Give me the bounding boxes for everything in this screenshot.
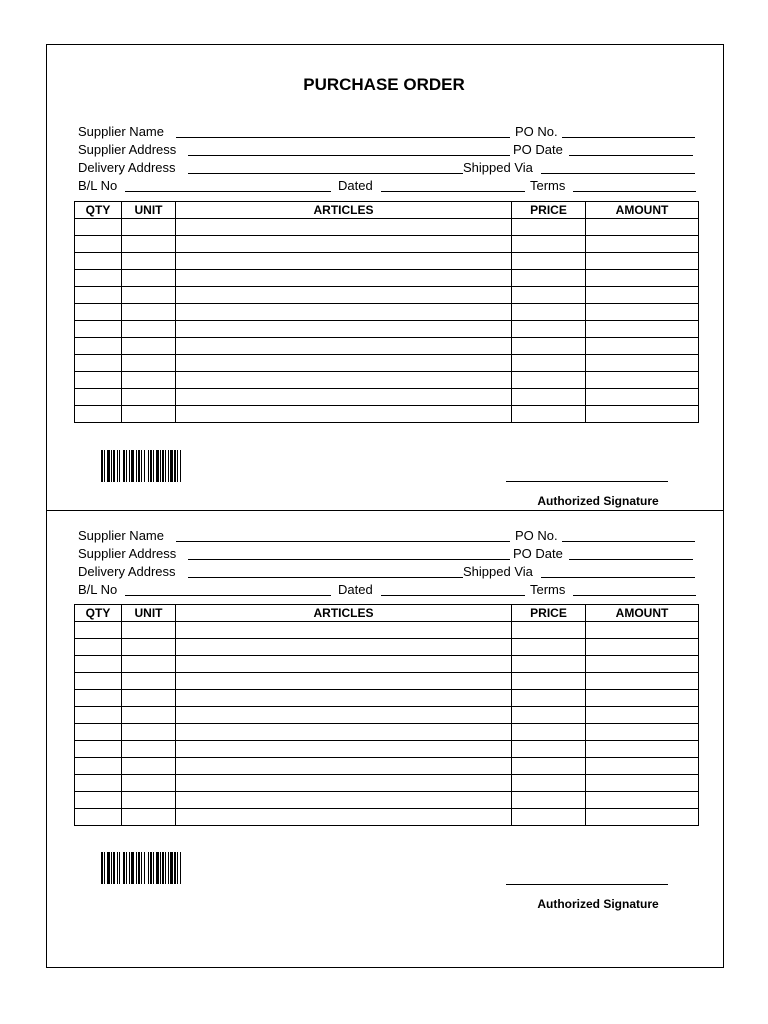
cell-qty[interactable] bbox=[75, 406, 122, 423]
cell-articles[interactable] bbox=[176, 219, 512, 236]
delivery-address-field[interactable] bbox=[188, 577, 463, 578]
cell-articles[interactable] bbox=[176, 406, 512, 423]
cell-price[interactable] bbox=[512, 304, 586, 321]
column-header-amount: AMOUNT bbox=[586, 605, 699, 622]
cell-unit[interactable] bbox=[122, 656, 176, 673]
cell-amount[interactable] bbox=[586, 287, 699, 304]
supplier-name-field[interactable] bbox=[176, 541, 510, 542]
cell-price[interactable] bbox=[512, 321, 586, 338]
cell-qty[interactable] bbox=[75, 741, 122, 758]
cell-price[interactable] bbox=[512, 287, 586, 304]
cell-amount[interactable] bbox=[586, 809, 699, 826]
table-header-row bbox=[75, 202, 699, 219]
cell-articles[interactable] bbox=[176, 287, 512, 304]
table-row bbox=[75, 622, 699, 639]
cell-qty[interactable] bbox=[75, 338, 122, 355]
column-header-articles: ARTICLES bbox=[176, 202, 512, 219]
signature-label: Authorized Signature bbox=[537, 897, 659, 911]
cell-amount[interactable] bbox=[586, 321, 699, 338]
table-row bbox=[75, 321, 699, 338]
cell-articles[interactable] bbox=[176, 639, 512, 656]
cell-qty[interactable] bbox=[75, 355, 122, 372]
cell-articles[interactable] bbox=[176, 622, 512, 639]
cell-articles[interactable] bbox=[176, 775, 512, 792]
cell-unit[interactable] bbox=[122, 707, 176, 724]
dated-label: Dated bbox=[338, 582, 373, 597]
cell-qty[interactable] bbox=[75, 321, 122, 338]
cell-articles[interactable] bbox=[176, 321, 512, 338]
cell-unit[interactable] bbox=[122, 622, 176, 639]
cell-unit[interactable] bbox=[122, 389, 176, 406]
cell-qty[interactable] bbox=[75, 287, 122, 304]
po-no-field[interactable] bbox=[562, 137, 695, 138]
column-header-amount: AMOUNT bbox=[586, 202, 699, 219]
cell-price[interactable] bbox=[512, 236, 586, 253]
line-items-table bbox=[74, 201, 699, 423]
signature-label: Authorized Signature bbox=[537, 494, 659, 508]
cell-price[interactable] bbox=[512, 219, 586, 236]
table-row bbox=[75, 792, 699, 809]
supplier-name-label: Supplier Name bbox=[78, 124, 164, 139]
table-row bbox=[75, 775, 699, 792]
cell-amount[interactable] bbox=[586, 775, 699, 792]
cell-articles[interactable] bbox=[176, 690, 512, 707]
barcode-icon bbox=[101, 852, 207, 884]
cell-qty[interactable] bbox=[75, 690, 122, 707]
bl-no-label: B/L No bbox=[78, 582, 118, 597]
cell-qty[interactable] bbox=[75, 792, 122, 809]
table-row bbox=[75, 389, 699, 406]
table-row bbox=[75, 372, 699, 389]
field-row bbox=[78, 178, 697, 196]
cell-unit[interactable] bbox=[122, 355, 176, 372]
table-row bbox=[75, 304, 699, 321]
cell-qty[interactable] bbox=[75, 622, 122, 639]
field-row bbox=[78, 546, 697, 564]
cell-qty[interactable] bbox=[75, 219, 122, 236]
cell-articles[interactable] bbox=[176, 270, 512, 287]
cell-qty[interactable] bbox=[75, 372, 122, 389]
table-row bbox=[75, 724, 699, 741]
delivery-address-label: Delivery Address bbox=[78, 564, 176, 579]
cell-articles[interactable] bbox=[176, 304, 512, 321]
dated-field[interactable] bbox=[381, 595, 525, 596]
cell-articles[interactable] bbox=[176, 707, 512, 724]
cell-articles[interactable] bbox=[176, 741, 512, 758]
cell-unit[interactable] bbox=[122, 253, 176, 270]
table-row bbox=[75, 758, 699, 775]
terms-label: Terms bbox=[530, 178, 566, 193]
signature-line[interactable] bbox=[506, 481, 668, 482]
cell-price[interactable] bbox=[512, 741, 586, 758]
cell-amount[interactable] bbox=[586, 758, 699, 775]
po-no-label: PO No. bbox=[515, 528, 558, 543]
cell-qty[interactable] bbox=[75, 253, 122, 270]
field-row bbox=[78, 124, 697, 142]
field-row bbox=[78, 528, 697, 546]
cell-unit[interactable] bbox=[122, 270, 176, 287]
cell-unit[interactable] bbox=[122, 219, 176, 236]
cell-price[interactable] bbox=[512, 622, 586, 639]
cell-unit[interactable] bbox=[122, 372, 176, 389]
cell-amount[interactable] bbox=[586, 724, 699, 741]
cell-articles[interactable] bbox=[176, 253, 512, 270]
supplier-address-label: Supplier Address bbox=[78, 142, 177, 157]
table-row bbox=[75, 639, 699, 656]
table-row bbox=[75, 673, 699, 690]
cell-amount[interactable] bbox=[586, 673, 699, 690]
cell-price[interactable] bbox=[512, 809, 586, 826]
delivery-address-field[interactable] bbox=[188, 173, 463, 174]
supplier-address-field[interactable] bbox=[188, 559, 510, 560]
cell-articles[interactable] bbox=[176, 724, 512, 741]
field-row bbox=[78, 564, 697, 582]
po-date-label: PO Date bbox=[513, 142, 563, 157]
cell-amount[interactable] bbox=[586, 792, 699, 809]
cell-articles[interactable] bbox=[176, 389, 512, 406]
cell-amount[interactable] bbox=[586, 338, 699, 355]
cell-articles[interactable] bbox=[176, 673, 512, 690]
field-row bbox=[78, 582, 697, 600]
delivery-address-label: Delivery Address bbox=[78, 160, 176, 175]
table-row bbox=[75, 809, 699, 826]
cell-price[interactable] bbox=[512, 355, 586, 372]
cell-articles[interactable] bbox=[176, 236, 512, 253]
cell-price[interactable] bbox=[512, 775, 586, 792]
po-no-field[interactable] bbox=[562, 541, 695, 542]
terms-field[interactable] bbox=[573, 595, 696, 596]
field-row bbox=[78, 142, 697, 160]
shipped-via-label: Shipped Via bbox=[463, 564, 533, 579]
table-row bbox=[75, 219, 699, 236]
cell-unit[interactable] bbox=[122, 287, 176, 304]
table-row bbox=[75, 406, 699, 423]
cell-price[interactable] bbox=[512, 690, 586, 707]
cell-amount[interactable] bbox=[586, 304, 699, 321]
column-header-unit: UNIT bbox=[122, 202, 176, 219]
bl-no-field[interactable] bbox=[125, 191, 331, 192]
cell-price[interactable] bbox=[512, 338, 586, 355]
table-row bbox=[75, 338, 699, 355]
terms-label: Terms bbox=[530, 582, 566, 597]
cell-unit[interactable] bbox=[122, 758, 176, 775]
barcode-icon bbox=[101, 450, 207, 482]
shipped-via-field[interactable] bbox=[541, 577, 695, 578]
cell-articles[interactable] bbox=[176, 809, 512, 826]
column-header-qty: QTY bbox=[75, 202, 122, 219]
line-items-table bbox=[74, 604, 699, 826]
cell-amount[interactable] bbox=[586, 690, 699, 707]
cell-amount[interactable] bbox=[586, 236, 699, 253]
cell-amount[interactable] bbox=[586, 622, 699, 639]
cell-amount[interactable] bbox=[586, 656, 699, 673]
bl-no-field[interactable] bbox=[125, 595, 331, 596]
cell-unit[interactable] bbox=[122, 406, 176, 423]
cell-price[interactable] bbox=[512, 406, 586, 423]
cell-qty[interactable] bbox=[75, 656, 122, 673]
cell-price[interactable] bbox=[512, 270, 586, 287]
shipped-via-label: Shipped Via bbox=[463, 160, 533, 175]
cell-unit[interactable] bbox=[122, 304, 176, 321]
shipped-via-field[interactable] bbox=[541, 173, 695, 174]
po-date-field[interactable] bbox=[569, 155, 693, 156]
po-no-label: PO No. bbox=[515, 124, 558, 139]
supplier-name-label: Supplier Name bbox=[78, 528, 164, 543]
cell-unit[interactable] bbox=[122, 321, 176, 338]
cell-qty[interactable] bbox=[75, 639, 122, 656]
cell-amount[interactable] bbox=[586, 219, 699, 236]
document-title: PURCHASE ORDER bbox=[303, 75, 465, 94]
cell-unit[interactable] bbox=[122, 690, 176, 707]
table-row bbox=[75, 253, 699, 270]
column-header-qty: QTY bbox=[75, 605, 122, 622]
dated-label: Dated bbox=[338, 178, 373, 193]
cell-amount[interactable] bbox=[586, 406, 699, 423]
table-row bbox=[75, 236, 699, 253]
cell-price[interactable] bbox=[512, 253, 586, 270]
cell-amount[interactable] bbox=[586, 355, 699, 372]
table-row bbox=[75, 355, 699, 372]
cell-unit[interactable] bbox=[122, 724, 176, 741]
cell-qty[interactable] bbox=[75, 304, 122, 321]
column-header-articles: ARTICLES bbox=[176, 605, 512, 622]
cell-qty[interactable] bbox=[75, 236, 122, 253]
supplier-address-label: Supplier Address bbox=[78, 546, 177, 561]
cell-amount[interactable] bbox=[586, 741, 699, 758]
cell-amount[interactable] bbox=[586, 389, 699, 406]
cell-price[interactable] bbox=[512, 389, 586, 406]
bl-no-label: B/L No bbox=[78, 178, 118, 193]
cell-amount[interactable] bbox=[586, 707, 699, 724]
cell-price[interactable] bbox=[512, 758, 586, 775]
section-divider bbox=[46, 510, 724, 511]
cell-qty[interactable] bbox=[75, 809, 122, 826]
po-date-field[interactable] bbox=[569, 559, 693, 560]
cell-amount[interactable] bbox=[586, 372, 699, 389]
cell-qty[interactable] bbox=[75, 389, 122, 406]
cell-price[interactable] bbox=[512, 656, 586, 673]
cell-price[interactable] bbox=[512, 673, 586, 690]
table-row bbox=[75, 656, 699, 673]
cell-price[interactable] bbox=[512, 792, 586, 809]
table-row bbox=[75, 707, 699, 724]
cell-unit[interactable] bbox=[122, 741, 176, 758]
dated-field[interactable] bbox=[381, 191, 525, 192]
cell-articles[interactable] bbox=[176, 372, 512, 389]
cell-unit[interactable] bbox=[122, 673, 176, 690]
cell-articles[interactable] bbox=[176, 338, 512, 355]
cell-qty[interactable] bbox=[75, 758, 122, 775]
column-header-price: PRICE bbox=[512, 202, 586, 219]
cell-unit[interactable] bbox=[122, 639, 176, 656]
cell-unit[interactable] bbox=[122, 792, 176, 809]
cell-price[interactable] bbox=[512, 707, 586, 724]
po-date-label: PO Date bbox=[513, 546, 563, 561]
supplier-name-field[interactable] bbox=[176, 137, 510, 138]
field-row bbox=[78, 160, 697, 178]
cell-price[interactable] bbox=[512, 724, 586, 741]
column-header-price: PRICE bbox=[512, 605, 586, 622]
cell-qty[interactable] bbox=[75, 724, 122, 741]
signature-line[interactable] bbox=[506, 884, 668, 885]
cell-articles[interactable] bbox=[176, 792, 512, 809]
cell-unit[interactable] bbox=[122, 338, 176, 355]
cell-amount[interactable] bbox=[586, 639, 699, 656]
cell-amount[interactable] bbox=[586, 253, 699, 270]
cell-amount[interactable] bbox=[586, 270, 699, 287]
supplier-address-field[interactable] bbox=[188, 155, 510, 156]
cell-unit[interactable] bbox=[122, 809, 176, 826]
cell-qty[interactable] bbox=[75, 270, 122, 287]
cell-price[interactable] bbox=[512, 639, 586, 656]
cell-qty[interactable] bbox=[75, 673, 122, 690]
cell-price[interactable] bbox=[512, 372, 586, 389]
cell-unit[interactable] bbox=[122, 236, 176, 253]
cell-unit[interactable] bbox=[122, 775, 176, 792]
table-row bbox=[75, 287, 699, 304]
cell-qty[interactable] bbox=[75, 775, 122, 792]
table-header-row bbox=[75, 605, 699, 622]
table-row bbox=[75, 270, 699, 287]
cell-qty[interactable] bbox=[75, 707, 122, 724]
table-row bbox=[75, 690, 699, 707]
terms-field[interactable] bbox=[573, 191, 696, 192]
cell-articles[interactable] bbox=[176, 355, 512, 372]
cell-articles[interactable] bbox=[176, 656, 512, 673]
table-row bbox=[75, 741, 699, 758]
cell-articles[interactable] bbox=[176, 758, 512, 775]
column-header-unit: UNIT bbox=[122, 605, 176, 622]
